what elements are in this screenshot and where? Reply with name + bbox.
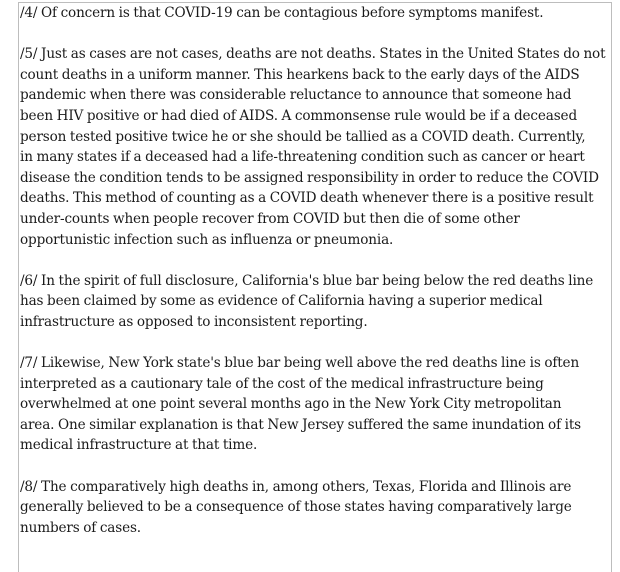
text-line: has been claimed by some as evidence of California having a superior medical — [20, 293, 543, 310]
paragraph-8 — [20, 477, 607, 539]
text-line: generally believed to be a consequence of those states having comparatively large — [20, 499, 572, 516]
text-line: interpreted as a cautionary tale of the cost of the medical infrastructure being — [20, 375, 544, 392]
text-line: /5/ Just as cases are not cases, deaths are not deaths. States in the United States do not — [20, 46, 606, 63]
paragraph-gap — [20, 333, 607, 354]
text-line: numbers of cases. — [20, 519, 141, 536]
text-line: opportunistic infection such as influenza or pneumonia. — [20, 231, 394, 248]
text-line: /6/ In the spirit of full disclosure, California's blue bar being below the red deaths line — [20, 272, 594, 289]
text-line: medical infrastructure at that time. — [20, 437, 258, 454]
paragraph-7 — [20, 353, 607, 456]
paragraph-gap — [20, 24, 607, 45]
text-line: been HIV positive or had died of AIDS. A commonsense rule would be if a deceased — [20, 107, 578, 124]
text-line: overwhelmed at one point several months ago in the New York City metropolitan — [20, 396, 562, 413]
paragraph-gap — [20, 456, 607, 477]
text-line: deaths. This method of counting as a COVID death whenever there is a positive result — [20, 190, 594, 207]
paragraph-gap — [20, 250, 607, 271]
text-line: /4/ Of concern is that COVID-19 can be contagious before symptoms manifest. — [20, 5, 544, 21]
text-line: area. One similar explanation is that New Jersey suffered the same inundation of its — [20, 416, 581, 433]
paragraph-6 — [20, 271, 607, 333]
text-line: under-counts when people recover from COVID but then die of some other — [20, 210, 520, 227]
text-line: in many states if a deceased had a life-threatening condition such as cancer or heart — [20, 149, 585, 166]
document-text-box — [18, 2, 612, 572]
text-line: disease the condition tends to be assigned responsibility in order to reduce the COVID — [20, 169, 599, 186]
paragraph-4 — [20, 3, 607, 24]
text-line: count deaths in a uniform manner. This hearkens back to the early days of the AIDS — [20, 66, 580, 83]
text-line: /7/ Likewise, New York state's blue bar being well above the red deaths line is often — [20, 355, 580, 372]
text-line: pandemic when there was considerable reluctance to announce that someone had — [20, 87, 572, 104]
text-line: /8/ The comparatively high deaths in, among others, Texas, Florida and Illinois are — [20, 478, 572, 495]
text-line: infrastructure as opposed to inconsistent reporting. — [20, 313, 368, 330]
paragraph-5 — [20, 44, 607, 250]
text-line: person tested positive twice he or she should be tallied as a COVID death. Currently, — [20, 128, 586, 145]
